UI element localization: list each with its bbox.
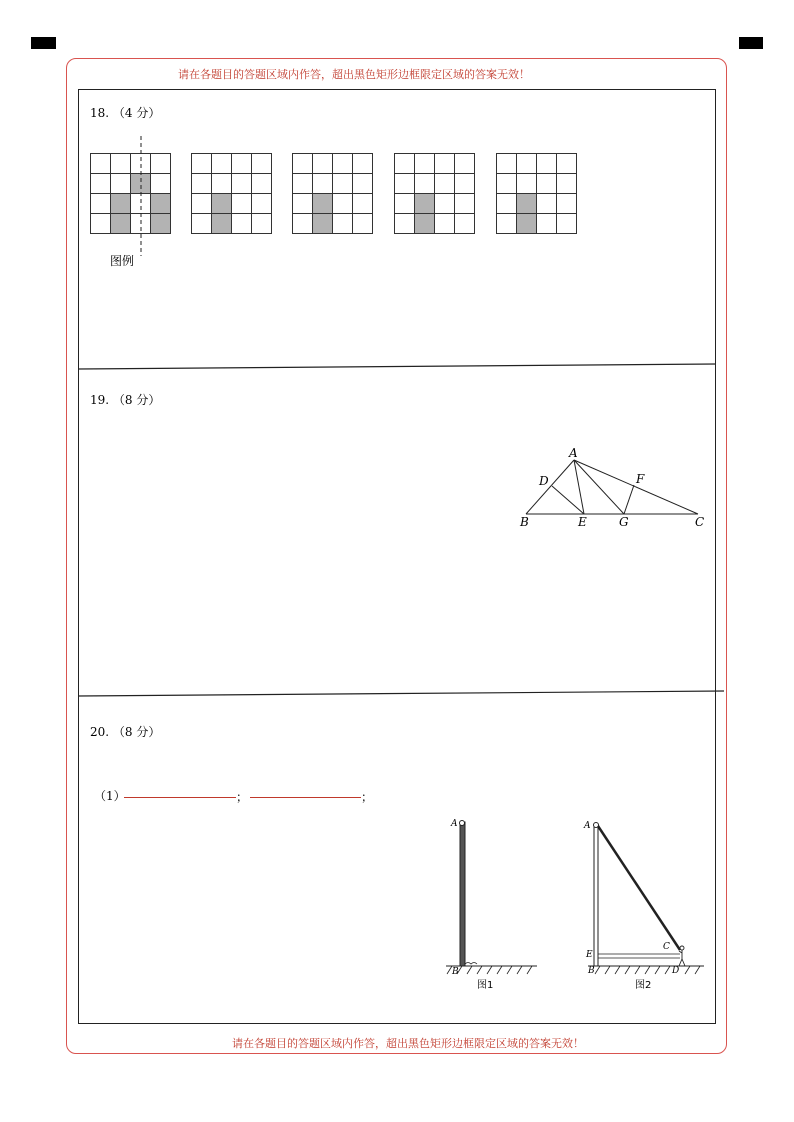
q20-number: 20. bbox=[90, 725, 110, 739]
fig2-label-E: E bbox=[586, 950, 593, 960]
fig1-label-B: B bbox=[452, 967, 459, 977]
q20-points: （8 分） bbox=[112, 725, 161, 739]
fig2-label-D: D bbox=[672, 966, 680, 976]
fig2-label-A: A bbox=[584, 821, 591, 831]
ground-hatch-2 bbox=[595, 966, 700, 974]
q18-points: （4 分） bbox=[112, 106, 161, 120]
fig2-label-C: C bbox=[663, 942, 670, 952]
q19-number: 19. bbox=[90, 393, 110, 407]
rope-AC bbox=[598, 826, 680, 950]
label-D: D bbox=[539, 474, 549, 488]
fig2-label-B: B bbox=[588, 966, 595, 976]
q20-separator: ； bbox=[236, 790, 249, 804]
notice-bottom: 请在各题目的答题区域内作答，超出黑色矩形边框限定区域的答案无效！ bbox=[232, 1037, 584, 1050]
fig1-label-A: A bbox=[451, 819, 458, 829]
label-F: F bbox=[636, 472, 645, 486]
q20-part1-label: （1） bbox=[94, 789, 126, 803]
person-figure bbox=[679, 946, 685, 966]
q20-figure-1-caption: 图1 bbox=[477, 980, 494, 991]
q18-legend-label: 图例 bbox=[110, 254, 135, 268]
label-E: E bbox=[578, 515, 587, 529]
q20-terminator: ； bbox=[361, 790, 374, 804]
label-B: B bbox=[520, 515, 529, 529]
pole-AB-2 bbox=[594, 824, 598, 966]
label-A: A bbox=[569, 446, 578, 460]
q20-figure-2-caption: 图2 bbox=[635, 980, 652, 991]
notice-top: 请在各题目的答题区域内作答，超出黑色矩形边框限定区域的答案无效！ bbox=[178, 68, 530, 81]
q18-number: 18. bbox=[90, 106, 110, 120]
label-G: G bbox=[619, 515, 629, 529]
q19-points: （8 分） bbox=[112, 393, 161, 407]
label-C: C bbox=[695, 515, 705, 529]
